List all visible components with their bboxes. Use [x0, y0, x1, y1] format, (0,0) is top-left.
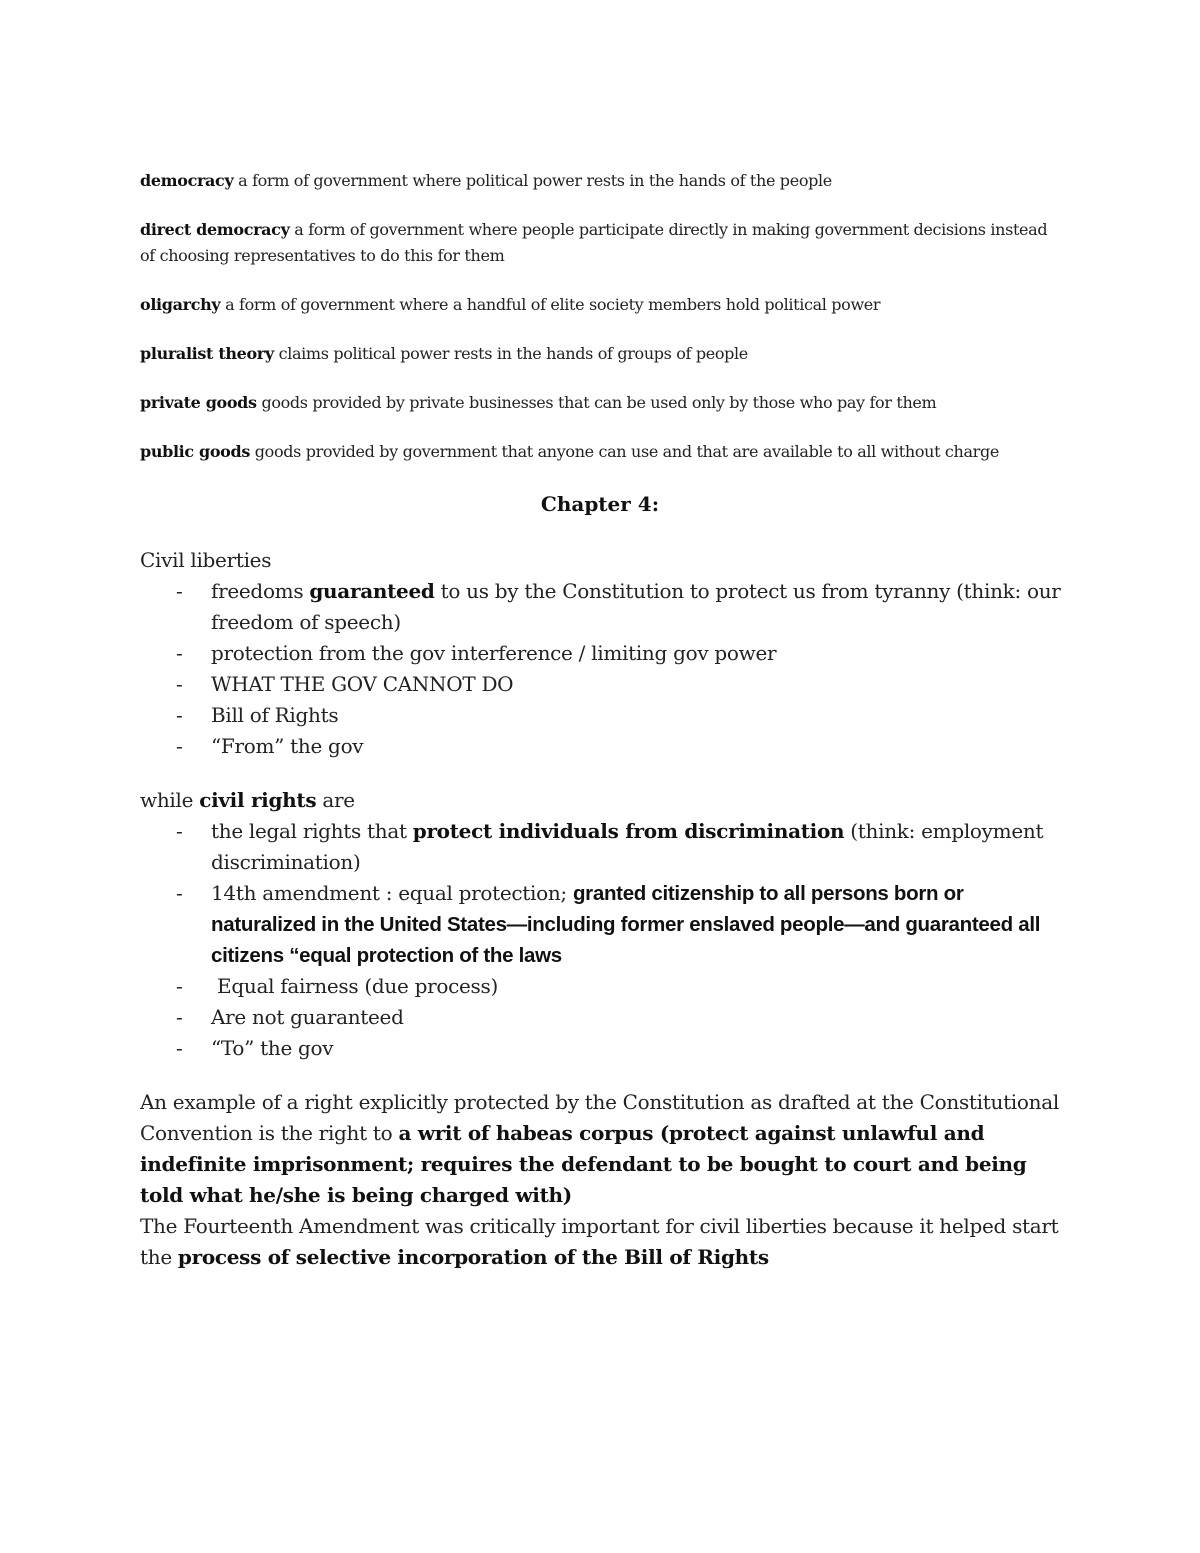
- glossary-entry-private-goods: [140, 390, 1060, 416]
- dash-bullet: -: [176, 1036, 183, 1060]
- heading-text: while: [140, 788, 200, 812]
- glossary: [140, 168, 1060, 488]
- list-item: [140, 878, 1070, 971]
- civil-rights-list: [140, 816, 1070, 1064]
- item-bold-text: protect individuals from discrimination: [412, 819, 845, 843]
- item-text: Are not guaranteed: [211, 1005, 404, 1029]
- list-item: [140, 1033, 1070, 1064]
- glossary-definition: a form of government where people participate directly in making government decisions instead of choosing representatives to do this for them: [140, 220, 1048, 265]
- paragraph-text: An example of a right explicitly protected by the Constitution as drafted at the Constitutional Convention is the right to: [140, 1090, 1059, 1145]
- item-text: the legal rights that: [211, 819, 413, 843]
- glossary-entry-direct-democracy: [140, 217, 1060, 269]
- dash-bullet: -: [176, 579, 183, 603]
- habeas-corpus-paragraph: [140, 1087, 1070, 1211]
- dash-bullet: -: [176, 641, 183, 665]
- list-item: [140, 669, 1070, 700]
- item-text: “From” the gov: [211, 734, 364, 758]
- list-item: [140, 700, 1070, 731]
- glossary-definition: claims political power rests in the hands of groups of people: [278, 344, 748, 363]
- list-item: [140, 576, 1070, 638]
- dash-bullet: -: [176, 734, 183, 758]
- dash-bullet: -: [176, 1005, 183, 1029]
- glossary-term: private goods: [140, 393, 257, 412]
- item-text: Bill of Rights: [211, 703, 339, 727]
- civil-liberties-list: [140, 576, 1070, 762]
- item-bold-text: granted citizenship to all persons born or naturalized in the United States—including former enslaved people—and guaranteed all citizens “equal protection of the laws: [211, 882, 1041, 967]
- dash-bullet: -: [176, 974, 183, 998]
- glossary-definition: a form of government where political power rests in the hands of the people: [238, 171, 832, 190]
- dash-bullet: -: [176, 819, 183, 843]
- glossary-definition: a form of government where a handful of elite society members hold political power: [225, 295, 881, 314]
- item-text: freedoms: [211, 579, 310, 603]
- civil-rights-heading: [140, 785, 1070, 816]
- glossary-term: oligarchy: [140, 295, 221, 314]
- dash-bullet: -: [176, 703, 183, 727]
- item-text: protection from the gov interference / limiting gov power: [211, 641, 777, 665]
- item-text: to us by the Constitution to protect us from tyranny (think: our freedom of speech): [211, 579, 1061, 634]
- notes-body: [140, 545, 1070, 1273]
- glossary-term: direct democracy: [140, 220, 290, 239]
- glossary-term: pluralist theory: [140, 344, 274, 363]
- civil-liberties-heading: Civil liberties: [140, 548, 272, 572]
- heading-text: are: [316, 788, 355, 812]
- glossary-entry-public-goods: [140, 439, 1060, 465]
- list-item: [140, 816, 1070, 878]
- item-text: 14th amendment : equal protection;: [211, 881, 573, 905]
- paragraph-bold-text: a writ of habeas corpus (protect against unlawful and indefinite imprisonment; requires the defendant to be bought to court and being told what he/she is being charged with): [140, 1121, 1027, 1207]
- paragraph-bold-text: process of selective incorporation of the Bill of Rights: [177, 1245, 769, 1269]
- list-item: [140, 971, 1070, 1002]
- dash-bullet: -: [176, 881, 183, 905]
- glossary-term: public goods: [140, 442, 251, 461]
- item-bold-text: guaranteed: [309, 579, 435, 603]
- glossary-definition: goods provided by private businesses that can be used only by those who pay for them: [261, 393, 937, 412]
- item-text: WHAT THE GOV CANNOT DO: [211, 672, 514, 696]
- dash-bullet: -: [176, 672, 183, 696]
- list-item: [140, 1002, 1070, 1033]
- item-text: (think: employment discrimination): [211, 819, 1044, 874]
- heading-bold-text: civil rights: [199, 788, 317, 812]
- item-text: “To” the gov: [211, 1036, 334, 1060]
- glossary-entry-democracy: [140, 168, 1060, 194]
- glossary-entry-pluralist-theory: [140, 341, 1060, 367]
- fourteenth-amendment-paragraph: [140, 1211, 1070, 1273]
- glossary-entry-oligarchy: [140, 292, 1060, 318]
- item-text: Equal fairness (due process): [211, 974, 498, 998]
- list-item: [140, 638, 1070, 669]
- chapter-title: Chapter 4:: [540, 492, 660, 516]
- glossary-definition: goods provided by government that anyone can use and that are available to all without charge: [254, 442, 999, 461]
- glossary-term: democracy: [140, 171, 234, 190]
- list-item: [140, 731, 1070, 762]
- paragraph-text: The Fourteenth Amendment was critically important for civil liberties because it helped start the: [140, 1214, 1059, 1269]
